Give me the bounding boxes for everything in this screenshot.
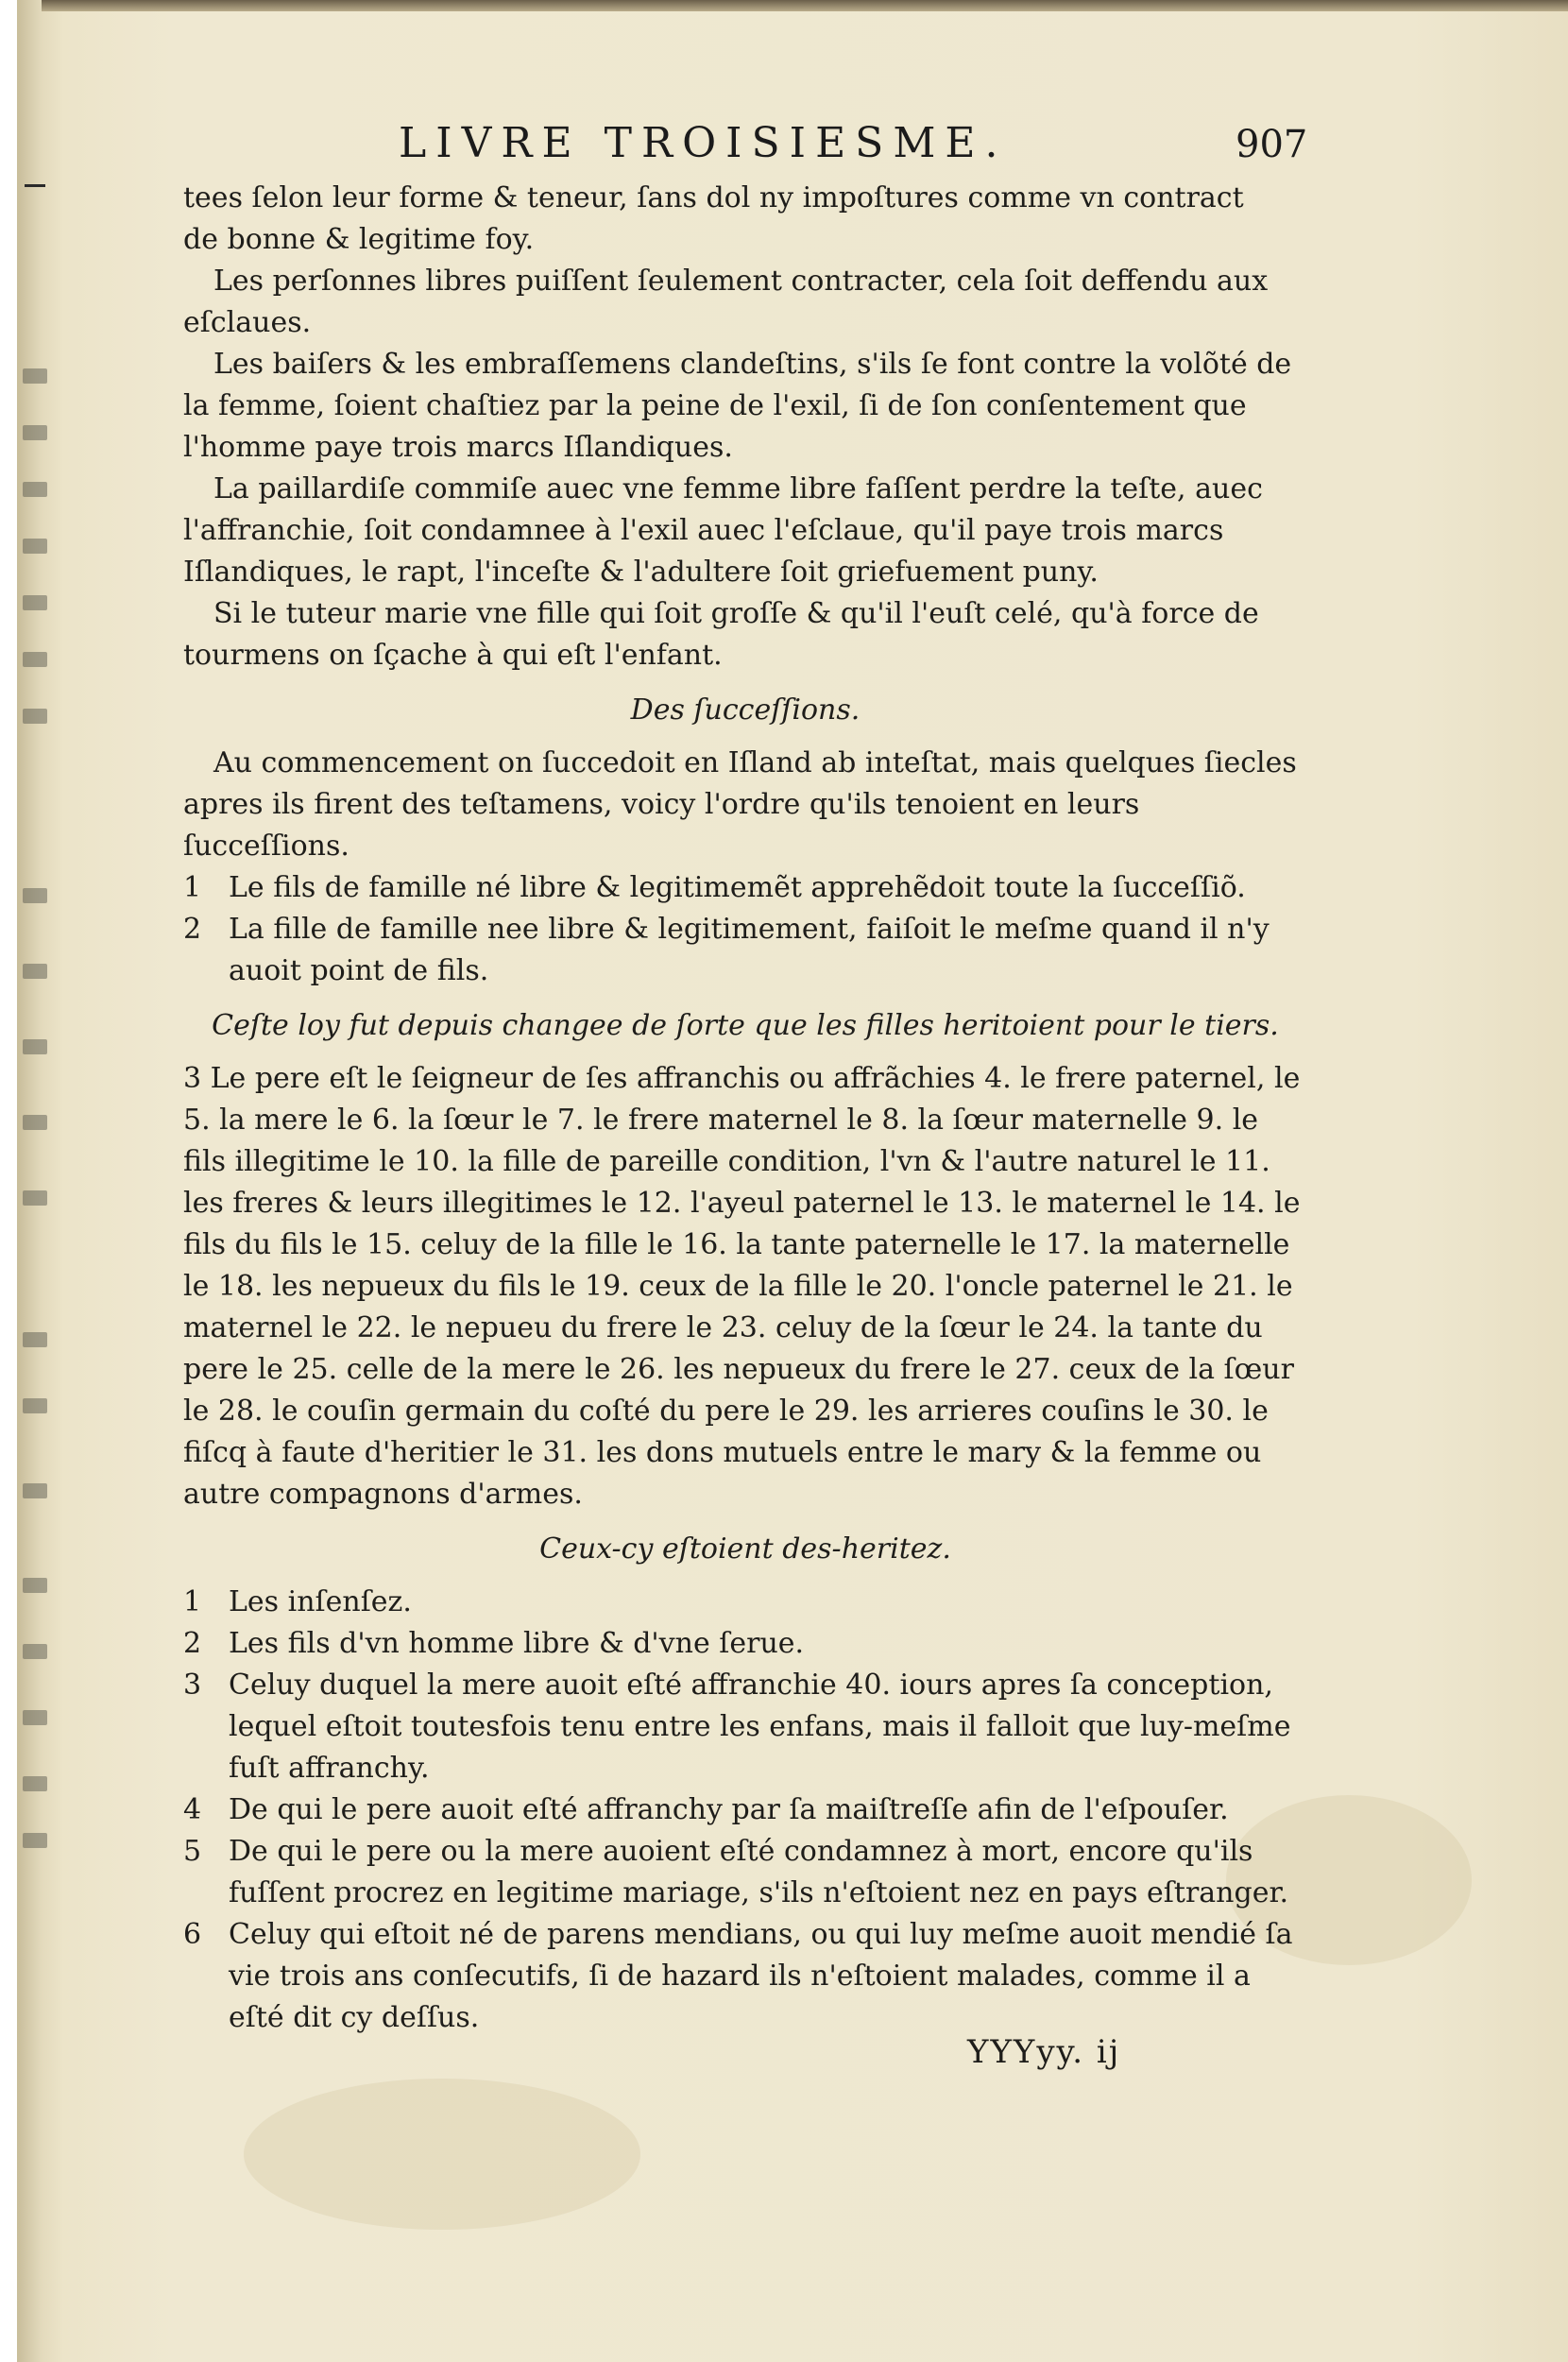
paragraph: Les baiſers & les embraſſemens clandeſtins, s'ils ſe font contre la volõté de la femme, ſoient chaſtiez par la peine de l'exil, ſi de ſon conſentement que l'homme paye trois marcs Iſlandiques. xyxy=(183,348,1292,464)
list-item xyxy=(183,909,1307,992)
page-top-edge xyxy=(17,0,1568,11)
list-item xyxy=(183,1623,1307,1665)
signature-mark: YYYyy. ij xyxy=(967,2033,1121,2071)
paragraph: La paillardiſe commiſe auec vne femme libre faſſent perdre la teſte, auec l'affranchie, ſoit condamnee à l'exil auec l'eſclaue, qu'il paye trois marcs Iſlandiques, le rapt, l'inceſte & l'adultere ſoit griefuement puny. xyxy=(183,472,1263,589)
margin-mark xyxy=(25,184,45,187)
page-header xyxy=(17,119,1568,176)
item-text: La fille de famille nee libre & legitimement, faiſoit le meſme quand il n'y auoit point de fils. xyxy=(229,913,1270,987)
item-number: 5 xyxy=(183,1835,202,1868)
item-number: 2 xyxy=(183,1627,202,1660)
list-item xyxy=(183,1665,1307,1789)
item-text: Le fils de famille né libre & legitimemẽt apprehẽdoit toute la ſucceſſiõ. xyxy=(229,871,1246,904)
item-text: Celuy qui eſtoit né de parens mendians, ou qui luy meſme auoit mendié ſa vie trois ans conſecutifs, ſi de hazard ils n'eſtoient malades, comme il a eſté dit cy deſſus. xyxy=(229,1918,1293,2034)
list-item xyxy=(183,867,1307,909)
body-text xyxy=(183,178,1307,2039)
paragraph: Au commencement on ſuccedoit en Iſland ab inteſtat, mais quelques ſiecles apres ils firent des teſtamens, voicy l'ordre qu'ils tenoient en leurs ſucceſſions. xyxy=(183,746,1297,863)
paragraph: Si le tuteur marie vne fille qui ſoit groſſe & qu'il l'euſt celé, qu'à force de tourmens on ſçache à qui eſt l'enfant. xyxy=(183,597,1259,672)
list-item xyxy=(183,1789,1307,1831)
paragraph: Les perſonnes libres puiſſent ſeulement contracter, cela ſoit deffendu aux eſclaues. xyxy=(183,265,1269,339)
item-text: De qui le pere ou la mere auoient eſté condamnez à mort, encore qu'ils fuſſent procrez en legitime mariage, s'ils n'eſtoient nez en pays eſtranger. xyxy=(229,1835,1289,1909)
item-number: 6 xyxy=(183,1918,202,1951)
item-number: 1 xyxy=(183,1585,202,1618)
item-number: 4 xyxy=(183,1793,202,1826)
item-text: Les inſenſez. xyxy=(229,1585,412,1618)
paragraph: de bonne & legitime foy. xyxy=(183,223,535,256)
item-text: Les fils d'vn homme libre & d'vne ſerue. xyxy=(229,1627,805,1660)
section-heading: Des ſucceſſions. xyxy=(630,693,861,727)
list-item xyxy=(183,1914,1307,2039)
item-text: De qui le pere auoit eſté affranchy par ſa maiſtreſſe afin de l'eſpouſer. xyxy=(229,1793,1229,1826)
paragraph: tees ſelon leur forme & teneur, ſans dol ny impoſtures comme vn contract xyxy=(183,181,1244,214)
paper-stain xyxy=(244,2079,640,2230)
paragraph: 3 Le pere eſt le ſeigneur de ſes affranchis ou affrãchies 4. le frere paternel, le 5. la mere le 6. la ſœur le 7. le frere maternel le 8. la ſœur maternelle 9. le fils illegitime le 10. la fille de pareille condition, l'vn & l'autre naturel le 11. les freres & leurs illegitimes le 12. l'ayeul paternel le 13. le maternel le 14. le fils du fils le 15. celuy de la fille le 16. la tante paternelle le 17. la maternelle le 18. les nepueux du fils le 19. ceux de la fille le 20. l'oncle paternel le 21. le maternel le 22. le nepueu du frere le 23. celuy de la ſœur le 24. la tante du pere le 25. celle de la mere le 26. les nepueux du frere le 27. ceux de la ſœur le 28. le couſin germain du coſté du pere le 29. les arrieres couſins le 30. le fiſcq à faute d'heritier le 31. les dons mutuels entre le mary & la femme ou autre compagnons d'armes. xyxy=(183,1062,1301,1511)
item-number: 1 xyxy=(183,871,202,904)
item-number: 3 xyxy=(183,1669,202,1702)
book-page xyxy=(17,0,1568,2362)
item-text: Celuy duquel la mere auoit eſté affranchie 40. iours apres ſa conception, lequel eſtoit toutesfois tenu entre les enfans, mais il falloit que luy-meſme fuſt affranchy. xyxy=(229,1669,1291,1785)
list-item xyxy=(183,1831,1307,1914)
item-number: 2 xyxy=(183,913,202,946)
bleed-through-marks xyxy=(17,359,60,1890)
section-heading: Ceux-cy eſtoient des-heritez. xyxy=(539,1532,951,1566)
running-title: LIVRE TROISIESME. xyxy=(399,119,1008,167)
list-item xyxy=(183,1582,1307,1623)
folio-number: 907 xyxy=(1236,123,1308,166)
section-heading: Ceſte loy fut depuis changee de ſorte que les filles heritoient pour le tiers. xyxy=(212,1009,1279,1042)
